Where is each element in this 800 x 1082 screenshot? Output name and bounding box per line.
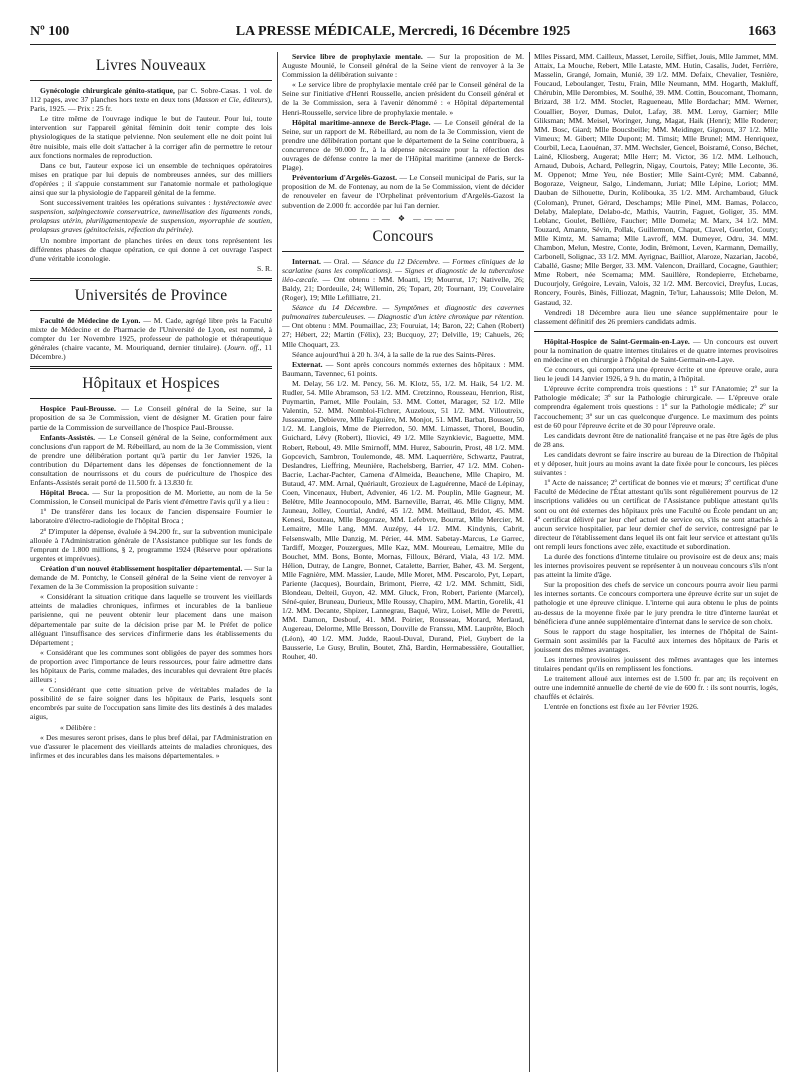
paragraph: Les internes provisoires jouissent des mêmes avantages que les internes titulaires pendant qu'ils en remplissent les fonctions. [534,655,778,674]
paragraph: Hospice Paul-Brousse. — Le Conseil général de la Seine, sur la proposition de sa 3e Commission, vient de désigner M. Gratien pour faire partie de la Commission de surveillance de l'hospice Paul-Brousse. [30,404,272,432]
section-rule [534,331,778,332]
book-review-citation: Gynécologie chirurgicale génito-statique, par C. Sobre-Casas. 1 vol. de 112 pages, avec 37 planches hors texte en deux tons (Masson et Cie, éditeurs), Paris, 1925. — Prix : 25 fr. [30,86,272,114]
issue-number: Nº 100 [30,24,70,39]
paragraph: Création d'un nouvel établissement hospitalier départemental. — Sur la demande de M. Pontchy, le Conseil général de la Seine vient de renvoyer à l'examen de la 3e Commission la proposition suivante : [30,563,272,592]
paragraph: Séance du 14 Décembre. — Symptômes et diagnostic des cavernes pulmonaires tuberculeuses. — Diagnostic d'un ictère chronique par rétention. — Ont obtenu : MM. Poumaillac, 23; Fouruiat, 14; Baron, 22; Cahen (Robert) 27; Hébert, 22; Martin (Félix), 23; Bucquoy, 27; Delville, 19; Cahuels, 26; Mlle Choquart, 23. [282,303,524,349]
section-title-hopitaux: Hôpitaux et Hospices [82,375,220,393]
paragraph: Séance aujourd'hui à 20 h. 3/4, à la salle de la rue des Saints-Pères. [292,349,496,359]
section-title-concours: Concours [372,227,434,245]
paragraph: Dans ce but, l'auteur expose ici un ensemble de techniques opératoires mises en pratique par lui depuis de nombreuses années, sur des milliers d'opérées ; il s'appuie constamment sur l'anatomie normale et pathologique ainsi que sur la physiologie de l'appareil génital de la femme. [30,160,272,198]
page-number: 1663 [748,24,776,39]
paragraph: Le traitement alloué aux internes est de 1.500 fr. par an; ils reçoivent en outre une indemnité annuelle de cherté de vie de 600 fr. : ils sont nourris, logés, chauffés et éclairés. [534,674,778,702]
header-rule [30,44,776,45]
paragraph: 1º Acte de naissance; 2º certificat de bonnes vie et mœurs; 3º certificat d'une Faculté de Médecine de l'État attestant qu'ils sont régulièrement pourvus de 12 inscriptions validées ou un certificat de l'Assistance publique attestant qu'ils sont ou ont été externes des hôpitaux près une Faculté ou École pendant un an; 4º certificat délivré par leur chef actuel de service ou, s'ils ne sont attachés à aucun service hospitalier, par leur dernier chef de service, contresigné par le directeur de l'établissement dans lequel ils ont fait leur service et attestant qu'ils ont rempli leurs fonctions avec zèle, exactitude et subordination. [534,478,778,551]
paragraph: La durée des fonctions d'interne titulaire ou provisoire est de deux ans; mais les internes provisoires peuvent se représenter à un nouveau concours s'ils n'ont pas atteint la limite d'âge. [534,551,778,580]
section-rule [30,310,272,311]
paragraph: 1º De transférer dans les locaux de l'ancien dispensaire Fournier le laboratoire d'électro-radiologie de l'hôpital Broca ; [30,507,272,526]
column-1 [30,52,272,1072]
paragraph: L'épreuve écrite comprendra trois questions : 1º sur l'Anatomie; 2º sur la Pathologie médicale; 3º sur la Pathologie chirurgicale. — L'épreuve orale comprendra également trois questions : 1º sur la Pathologie médicale; 2º sur l'accouchement; 3º sur un cas quelconque d'urgence. Le maximum des points est de 60 pour l'épreuve écrite et de 30 pour l'épreuve orale. [534,384,778,430]
paragraph: Les candidats devront être de nationalité française et ne pas être âgés de plus de 28 ans. [534,430,778,449]
paragraph: Sur la proposition des chefs de service un concours pourra avoir lieu parmi les internes sortants. Ce concours comportera une épreuve écrite sur un sujet de pathologie et une épreuve clinique. L'interne qui aura obtenu le plus de points au-dessus de la moyenne fixée par le jury prendra le titre d'interne lauréat et bénéficiera d'une année supplémentaire d'internat dans le service de son choix. [534,580,778,626]
paragraph: Service libre de prophylaxie mentale. — Sur la proposition de M. Auguste Mounié, le Conseil général de la Seine vient de renvoyer à la 3e Commission la délibération suivante : [282,52,524,80]
section-title-livres: Livres Nouveaux [95,57,207,74]
paragraph: « Considérant que les communes sont obligées de payer des sommes hors de proportion avec l'importance de leurs ressources, pour faire admettre dans les hôpitaux de Paris, comme malades, des incurables qui devraient être placés ailleurs ; [30,647,272,685]
ornament-divider: ———— ❖ ———— [348,213,458,223]
externat-list-continued: Mlles Pissard, MM. Cailleux, Masset, Leroile, Siffiet, Jouis, Mlle Jammet, MM. Attaix, La Mouche, Rebert, Mlle Lataste, MM. Hutin, Casalis, Judet, Ferrière, Masselin, Grangé, Jomain, Munié, 39 1/2. MM. Defaix, Chevalier, Tesnière, Foucaud, Leboulanger, Testu, Frain, Mlle Neumann, MM. Hogarth, Makluff, Chérubin, Mlle Derombies, M. Soulhé, 39. MM. Cottin, Boucomant, Thomann, Brizard, 38 1/2. MM. Stoclet, Ragueneau, Mlle Bordachar; MM. Werner, Couallier, Boyer, Dumas, Dulot, Lafay, 38. MM. Leroy, Garnier; Mlle Gliksman; MM. Meisel, Woringer, Jung, Magat, Haik (Henri); Mlle Roderer; MM. Bosc, Giard; Mlle Boucsbeille; MM. Meidinger, Gignoux, 37 1/2. Mlle Vimeux; M. Gibert; Mlle Dupont; M. Timsit; Mlle Brunel; MM. Henriquez, Courbil, Leca, Laouénan, 37. MM. Wechsler, Gencel, Boisramé, Conso, Béchet, Lainé, Kliosberg, Augerat; Mlle Herr; M. Victor, 36 1/2. MM. Lelhouch, Arnaud, Dubois, Achard, Pellegrin, Nigay, Courtois, Patey; Mlle Leconte, 36. M. Oppenot; Mme Yeu, née Bostier; Mlle Saint-Cyré; MM. Cabanné, Bogoraze, Veigneur, Salgo, Lindemann, Juriat; Mlle Lépine, Loriot; MM. Dauban de Silhouette, Durin, Kolibouka, 35 1/2. MM. Archambaud, Gluck (Coloman), Prunet, Gérard, Deschamps; Mlle Pinel, MM. Bamas, Polacco, Delaby, Maleplate, Delabo-dc, Mathis, Vautrin, Faguet, Goliger, 35. MM. Leblanc, Goulet, Bellière, Faucher; Mlle Domela; M. Marx, 34 1/2. MM. Touzard, Amante, Sévin, Pollak, Guillermon, Chaput, Clavel, Guerlot, Couty; Mlle Kimtz, M. Samama; Mlle Lavroff, MM. Dumeyer, Odru, 34. MM. Chambon, Melun, Mestre, Conte, Jodin, Brémont, Leven, Karmann, Demailly, Carbonell, Solignac, 33 1/2. MM. Ayrignac, Bailliot, Alaroze, Nazarian, Jacobé, Caballé, Gasne; Mlle Berger, 33. MM. Valencon, Draillard, Cocagne, Gauthier; Mme Robert, née Scemama; MM. Sauillère, Rondepierre, Etchebarne, Ducourjoly, Grégoire, Levain, Valois, 32 1/2. MM. Bercovici, Dreyfus, Lucas, Roncery, Fourès, Binès, Filliozat, Magnin, Te'lur, Lahaussois; Mlle Delon, M. Gastaud, 32. [534,52,778,307]
journal-title: LA PRESSE MÉDICALE, Mercredi, 16 Décembre 1925 [235,24,571,39]
column-rule-1 [277,52,278,1072]
paragraph: Le titre même de l'ouvrage indique le but de l'auteur. Pour lui, toute intervention sur l'appareil génital féminin doit tenir compte des lois physiologiques de la statique pelvienne. Non seulement elle ne doit point lui être nuisible, mais elle doit s'attacher à la corriger afin de permettre le retour aux fonctions normales de reproduction. [30,114,272,160]
paragraph: L'entrée en fonctions est fixée au 1er Février 1926. [544,702,699,712]
paragraph: Les candidats devront se faire inscrire au bureau de la Direction de l'hôpital et y déposer, huit jours au moins avant la date fixée pour le concours, les pièces suivantes : [534,449,778,478]
section-rule [30,80,272,81]
paragraph: Préventorium d'Argelès-Gazost. — Le Conseil municipal de Paris, sur la proposition de M. de Fontenay, au nom de la 5e Commission, vient de décider de renouveler en faveur de l'Orphelinat préventorium d'Argelès-Gazost la subvention de 2.000 fr. accordée par lui l'an dernier. [282,173,524,210]
externat-list: M. Delay, 56 1/2. M. Pency, 56. M. Klotz, 55, 1/2. M. Haik, 54 1/2. M. Rudler, 54. Mlle Abramson, 53 1/2. MM. Cretzinno, Rousseau, Henrion, Rist, Puymartin, Parnet, Mlle Poulain, 53. MM. Cottet, Marager, 52 1/2. Mlle Valentin, 52. MM. Nombloi-Fichrer, Auzeloux, 51 1/2. MM. Villoutreix, Jusseaume, Debievre, Mlle Falguière, M. Monjot, 51. MM. Barbat, Bousser, 50 1/2. M. Langlois, Mme de Pierredon, 50. MM. Limasset, Thorel, Boudin, Guichard, Lévy (Robert), Iliovici, 49 1/2. Mlle Szynkievic, Baguette, MM. Robert, Reboul, 49. Mlle Smirnoff, MM. Hurez, Sabourin, Prost, 48 1/2. MM. Gopcevich, Sambron, Toulemonde, 48. MM. Laquerrière, Schwartz, Pautrat, Deslandres, Lieffring, Meunière, Rachelsberg, Barrier, 47 1/2. MM. Cohen-Bacrie, Lachar-Pachter, Camena d'Almeida, Beauchene, Mlle Chapiro, M. Butaud, 47. MM. Arnal, Quériault, Grozieux de Laguérenne, Macé de Lépinay, Coen, Vincenaux, Hubert, Advenier, 46 1/2. M. Pouplin, Mlle Gagneur, M. Belètre, Mlle Jeannocopoulo, MM. Barneville, Barrat, 46. Mlle Cligny, MM. Jauneau, Jolley, Courtial, André, 45 1/2. MM. Meillaud, Bridot, 45. MM. Kenesi, Bouteau, Mlle Bogoraze, MM. Lefebvre, Bourrat, Mlle Mercier, M. Lemaitre, Mlle Lang, MM. Auzépy, 44 1/2. MM. Kindynis, Cabrit, Felsenswalb, Mlle Danzig, M. Périer, 44. MM. Sabetay-Marcus, Le Garrec, Tardiff, Mozger, Pouzergues, Mlle Kaz, MM. Moureau, Lemaitre, Mlle du Bouchet, MM. Bons, Bonte, Mornas, Filloux, Bérard, Viala, 43 1/2. MM. Hélion, Dutray, de Langre, Bonnet, Catalette, Barrier, Baher, 43. M. Sergent, Mlle Fagnière, MM. Massier, Laude, Mlle Moret, MM. Pescarolo, Pyt, Lepart, Pariente (Jacques), Bourdain, Brimont, Pierre, 42 1/2. MM. Schmitt, Sidi, Blondeau, Delteil, Guyon, 42. MM. Gluck, Fron, Robert, Pariente (Marcel), Séné-quier, Bruneau, Durieux, Mlle Roussy, Chapiro, MM. Martin, Gorelik, 41 1/2. MM. Decante, Shpizer, Lannegrau, Baqué, Wirz, Loisel, Mlle de Peretti, MM. Damon, Desbouf, 41. MM. Poirier, Rousseau, Morard, Merlaud, Augereau, Delorme, Mlle Bresson, Douville de Franssu, MM. Lauprête, Bloch (Léon), 40 1/2. MM. Judde, Raoul-Duval, Durand, Piel, Guybert de la Bausserie, Le Gusy, Brulin, Boutet, Zhâ, Bardin, Hermabessière, Goutallier, Rouher, 40. [282,378,524,661]
paragraph: Sous le rapport du stage hospitalier, les internes de l'hôpital de Saint-Germain sont assimilés par la Faculté aux internes des hôpitaux de Paris et jouissent des mêmes avantages. [534,626,778,654]
paragraph: Hôpital maritime-annexe de Berck-Plage. — Le Conseil général de la Seine, sur un rapport de M. Rébeillard, au nom de la 3e Commission, vient de prendre une délibération portant que le département de la Seine contribuera, à concurrence de 90.000 fr., à la dépense nécessaire pour la réfection des ouvrages de défense contre la mer de l'Hôpital maritime (annexe de Berck-Plage). [282,117,524,173]
section-rule [282,251,524,252]
paragraph: Enfants-Assistés. — Le Conseil général de la Seine, conformément aux conclusions d'un rapport de M. Rébeillard, au nom de la 3e Commission, vient de prendre une délibération portant qu'à partir du 1er Janvier 1926, la contribution du Département dans les dépenses de fonctionnement de la consultation de nourrissons et du cours de puériculture de l'hospice des Enfants-Assistés serait porté de 11.500 fr. à 13.830 fr. [30,432,272,488]
paragraph: Hôpital Broca. — Sur la proposition de M. Moriette, au nom de la 5e Commission, le Conseil municipal de Paris vient d'émettre l'avis qu'il y a lieu : [30,488,272,507]
paragraph: Internat. — Oral. — Séance du 12 Décembre. — Formes cliniques de la scarlatine (sans les complications). — Signes et diagnostic de la tuberculose iléo-cæcale. — Ont obtenu : MM. Moatti, 19; Mourrut, 17; Nativelle, 26; Baldy, 21; Dordeuile, 24; Willemin, 26; Topart, 20; Tournant, 19; Couvelaire (Roger), 19; Mlle Lefilliatre, 21. [282,256,524,303]
column-2 [282,52,524,1072]
section-rule [30,366,272,369]
paragraph: Hôpital-Hospice de Saint-Germain-en-Laye. — Un concours est ouvert pour la nomination de quatre internes titulaires et de quatre internes provisoires en médecine et en chirurgie à l'hôpital de Saint-Germain-en-Laye. [534,336,778,364]
paragraph: Un nombre important de planches tirées en deux tons représentent les différentes phases de chaque opération, ce qui donne à cet ouvrage l'aspect d'une véritable iconologie. [30,235,272,263]
paragraph: Faculté de Médecine de Lyon. — M. Cade, agrégé libre près la Faculté mixte de Médecine et de Pharmacie de l'Université de Lyon, est nommé, à compter du 1er Novembre 1925, professeur de pathologie et thérapeutique générales (chaire vacante, M. Mouriquand, dernier titulaire). (Journ. off., 11 Décembre.) [30,315,272,362]
paragraph: Vendredi 18 Décembre aura lieu une séance supplémentaire pour le classement définitif des 26 premiers candidats admis. [534,307,778,326]
paragraph: 2º D'imputer la dépense, évaluée à 94.200 fr., sur la subvention municipale allouée à l'Administration générale de l'Assistance publique sur les fonds de l'emprunt de 1.800 millions, § 2, programme 1924 (Réserve pour opérations urgentes et imprévues). [30,526,272,563]
paragraph: Sont successivement traitées les opérations suivantes : hystérectomie avec suspension, salpingectomie conservatrice, tunnellisation des ligaments ronds, prolapsus utérin, pluriligamentopexie de suspension, myorraphie de soutien, prolapsus graves (génitocleisis, réfection du périnée). [30,198,272,235]
section-rule [30,398,272,399]
page-header [30,24,776,44]
paragraph: « Délibère : [60,722,96,732]
section-title-universites: Universités de Province [74,286,228,304]
paragraph: « Des mesures seront prises, dans le plus bref délai, par l'Administration en vue d'assurer le placement des vieillards atteints de maladies chroniques, des infirmes et des incurables dans les maisons départementales. » [30,732,272,760]
paragraph: « Le service libre de prophylaxie mentale créé par le Conseil général de la Seine sur l'initiative d'Henri Rousselle, ancien président du Conseil général et de la 3e Commission, sera à l'avenir dénommé : « Hôpital départemental Henri-Rousselle, service libre de prophylaxie mentale. » [282,80,524,117]
paragraph: « Considérant que cette situation prive de véritables malades de la possibilité de se faire soigner dans les hôpitaux de Paris, lesquels sont encombrés par suite de l'occupation sans limite des lits destinés à des malades aigus, [30,685,272,722]
paragraph: Ce concours, qui comportera une épreuve écrite et une épreuve orale, aura lieu le jeudi 14 Janvier 1926, à 9 h. du matin, à l'hôpital. [534,365,778,384]
column-rule-2 [529,52,530,1072]
column-3 [534,52,778,1072]
paragraph: Externat. — Sont après concours nommés externes des hôpitaux : MM. Baumann, Tavennec, 61 points. [282,359,524,378]
section-rule [30,278,272,281]
paragraph: « Considérant la situation critique dans laquelle se trouvent les vieillards atteints de maladies chroniques, infirmes et incurables de la banlieue parisienne, qui ne peuvent obtenir leur placement dans une maison départementale par suite de la décision prise par M. le Préfet de police alléguant l'insuffisance des services d'infirmerie dans les établissements du Département ; [30,592,272,647]
signature: S. R. [257,263,272,273]
